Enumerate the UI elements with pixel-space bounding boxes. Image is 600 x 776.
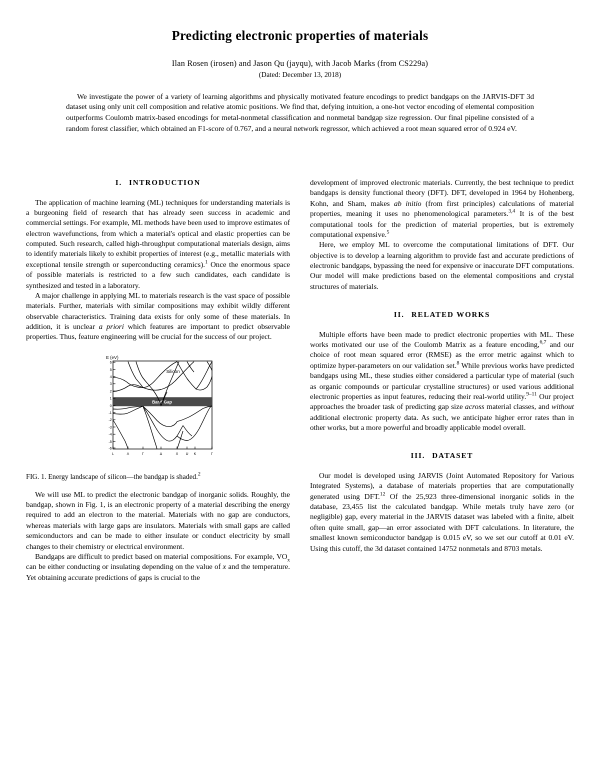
intro-p4-b: can be either conducting or insulating depending on the value of <box>26 562 223 572</box>
citation-ref: 3,4 <box>508 208 516 215</box>
intro-p2-b: which features are important to predict observable properties. Thus, feature engineering will be crucial for the success of our project. <box>26 322 290 342</box>
svg-text:X: X <box>175 451 179 456</box>
figure-1-caption <box>26 473 290 483</box>
citation-ref: 1 <box>204 259 208 266</box>
figure-1-canvas <box>95 352 221 464</box>
rw-p1-e: material classes, and <box>484 402 552 412</box>
svg-text:-1: -1 <box>108 410 112 415</box>
citation-ref: 2 <box>197 471 201 478</box>
svg-text:4: 4 <box>109 374 112 379</box>
section-title: RELATED WORKS <box>411 310 491 320</box>
rw-p1-italic-2: without <box>551 402 574 412</box>
ds-p1-a: Our model is developed using JARVIS (Joint Automated Repository for Various Integrated Systems), a database of materials properties that are computationally generated using DFT. <box>310 470 574 501</box>
svg-text:-2: -2 <box>108 417 112 422</box>
left-column <box>26 178 290 768</box>
svg-text:Δ: Δ <box>159 451 163 456</box>
svg-text:2: 2 <box>109 389 112 394</box>
ds-p1-b: Of the 25,923 three-dimensional inorganic solids in the database, 23,455 list the calculated bandgap. While metals truly have zero (or negligible) gap, every material in the JARVIS dataset was labeled with a finite, albeit often quite small, gap—an error associated with DFT calculations. In literature, the smallest known semiconductor bandgap is 0.015 eV, so we set our cutoff at 0.01 eV. Using this cutoff, the 3d dataset contained 14752 nonmetals and 8703 metals. <box>310 491 574 553</box>
intro-paragraph-5 <box>310 178 574 240</box>
figure-caption-text: FIG. 1. Energy landscape of silicon—the bandgap is shaded. <box>26 472 198 481</box>
rw-p1-a: Multiple efforts have been made to predict electronic properties with ML. These works motivated our use of the Coulomb Matrix as a feature encoding, <box>310 329 574 350</box>
intro-p4-c: and the temperature. Yet obtaining accurate predictions of gaps is crucial to the <box>26 562 291 582</box>
section-title: DATASET <box>432 451 474 461</box>
intro-paragraph-3: We will use ML to predict the electronic bandgap of inorganic solids. Roughly, the bandgap, shown in Fig. 1, is an electronic property of a material describing the energy required to add an electron to the material. Materials with no gap are conductors, whereas materials with large gaps are insulators. Materials with small gaps are called semiconductors and can be made to either insulate or conduct electricity by small changes to their chemistry or electrical environment. <box>26 489 290 551</box>
intro-paragraph-2 <box>26 291 290 343</box>
citation-ref: 12 <box>379 491 386 498</box>
section-heading-introduction <box>26 178 290 189</box>
svg-text:K: K <box>193 451 197 456</box>
section-number: II. <box>393 310 405 320</box>
page-title: Predicting electronic properties of materials <box>171 28 429 43</box>
rw-p1-d: Our project approaches the broader task of predicting gap size <box>310 391 574 412</box>
svg-text:5: 5 <box>109 367 112 372</box>
svg-text:L: L <box>112 451 114 456</box>
svg-text:6: 6 <box>109 360 112 365</box>
figure-1 <box>26 352 290 483</box>
intro-p4-a: Bandgaps are difficult to predict based on material compositions. For example, VO <box>35 551 288 561</box>
section-heading-dataset <box>310 451 574 462</box>
rw-p1-italic-1: across <box>465 402 485 412</box>
svg-text:1: 1 <box>109 396 112 401</box>
abstract-text: We investigate the power of a variety of learning algorithms and physically motivated feature encodings to predict bandgaps on the JARVIS-DFT 3d dataset using only unit cell composition and relative atomic positions. We find that, defying intuition, a one-hot vector encoding of elemental composition outperforms Coulomb matrix-based encodings for metal-nonmetal classification and nonmetal bandgap size regression. Our final pipeline consisted of a random forest classifier, which obtained an F1-score of 0.767, and a neural network regressor, which achieved a root mean squared error of 0.924 eV. <box>66 91 534 133</box>
right-column <box>310 178 574 768</box>
intro-p1-cont: Once the enormous space of possible materials is restricted to a few such candidates, each candidate is synthesized and tested in a laboratory. <box>26 259 290 290</box>
svg-text:Silicon: Silicon <box>166 368 180 374</box>
author-line: Ilan Rosen (irosen) and Jason Qu (jayqu), with Jacob Marks (from CS229a) <box>171 58 429 68</box>
svg-text:Γ: Γ <box>142 451 144 456</box>
svg-text:E (eV): E (eV) <box>106 354 119 360</box>
svg-text:-6: -6 <box>108 446 112 451</box>
svg-text:0: 0 <box>109 403 112 408</box>
citation-ref: 5 <box>386 229 390 236</box>
date-line: (Dated: December 13, 2018) <box>258 71 342 80</box>
band-structure-chart <box>95 352 221 464</box>
section-number: III. <box>410 451 426 461</box>
title-block <box>0 0 600 81</box>
body-columns <box>26 178 574 768</box>
citation-ref: 9–11 <box>526 391 537 398</box>
intro-p4-italic: x <box>222 562 227 572</box>
svg-text:-5: -5 <box>108 439 112 444</box>
intro-p2-italic: a priori <box>98 322 124 332</box>
intro-p5-b: (from first principles) calculations of material properties, meaning it uses no phenomenological parameters. <box>310 198 574 219</box>
svg-text:Γ: Γ <box>211 451 213 456</box>
section-number: I. <box>115 178 123 187</box>
intro-p1-text: The application of machine learning (ML) techniques for understanding materials is a burgeoning field of research that has already seen success in academic and commercial settings. For example, ML methods have been used to improve estimates of electron wavefunctions, from which a material's optical and elastic properties can be computed. Such research, called high-throughput computational materials design, aims to identify materials likely to exhibit properties of interest (e.g., metallic materials with exceptional tensile strength or superconducting ceramics). <box>26 197 290 269</box>
intro-paragraph-1 <box>26 198 290 291</box>
rw-p1-f: additional electronic property data. As such, we anticipate higher error rates than in other works, but a more powerful and broadly applicable model overall. <box>310 412 574 433</box>
section-heading-related-works <box>310 310 574 321</box>
citation-ref: 8 <box>456 360 460 367</box>
intro-p5-a: development of improved electronic materials. Currently, the best technique to predict bandgaps is density functional theory (DFT). DFT, developed in 1964 by Hohenberg, Kohn, and Sham, makes <box>310 178 574 208</box>
svg-text:-3: -3 <box>108 425 112 430</box>
related-works-paragraph-1 <box>310 330 574 434</box>
intro-paragraph-4 <box>26 552 290 583</box>
intro-p5-italic: ab initio <box>393 198 422 208</box>
rw-p1-c: While previous works have predicted bandgaps using ML, these studies either considered a particular type of material (such as organic compounds or particular crystalline structures) or used various additional electronic properties as input features, reducing their real-world utility. <box>310 360 574 401</box>
svg-text:Λ: Λ <box>126 451 130 456</box>
svg-text:U: U <box>185 451 189 456</box>
intro-paragraph-6: Here, we employ ML to overcome the computational limitations of DFT. Our objective is to develop a learning algorithm to provide fast and accurate predictions of electronic bandgaps, bypassing the need for expensive or inaccurate DFT computations. Our model will make predictions based on the elemental compositions and crystal structures of materials. <box>310 240 574 291</box>
dataset-paragraph-1 <box>310 471 574 554</box>
svg-text:3: 3 <box>109 381 112 386</box>
citation-ref: 6,7 <box>539 339 547 346</box>
intro-p5-c: It is of the best computational tools for the prediction of material properties, but is extremely computational expensive. <box>310 209 574 239</box>
rw-p1-b: and our choice of root mean squared error (RMSE) as the error metric against which to optimize hyper-parameters on our validation set. <box>310 340 574 370</box>
svg-text:Band Gap: Band Gap <box>152 399 172 405</box>
svg-text:-4: -4 <box>108 432 112 437</box>
intro-p2-a: A major challenge in applying ML to materials research is the vast space of possible materials. Further, materials with similar compositions may exhibit wildly different observable characteristics. Training data exists for only some of these materials. In addition, it is unclear <box>26 290 290 332</box>
intro-p4-sub: x <box>287 557 290 564</box>
section-title: INTRODUCTION <box>129 178 201 187</box>
